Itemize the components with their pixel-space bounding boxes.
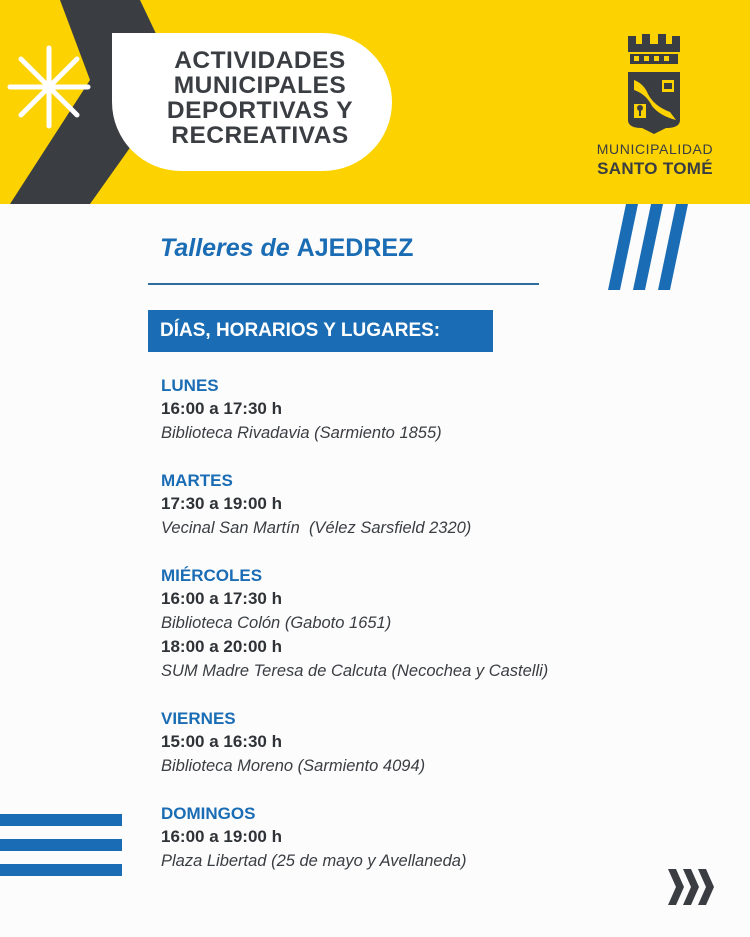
schedule-day-domingos — [161, 802, 721, 873]
location: Vecinal San Martín (Vélez Sarsfield 2320) — [161, 519, 472, 537]
schedule-list — [161, 374, 721, 897]
coat-of-arms-icon — [626, 32, 682, 136]
location: Biblioteca Rivadavia (Sarmiento 1855) — [161, 424, 442, 442]
workshop-title-emphasis: AJEDREZ — [296, 234, 414, 262]
schedule-day-miercoles — [161, 564, 721, 683]
time-slot: 18:00 a 20:00 h — [161, 637, 282, 656]
title-line-3: DEPORTIVAS Y — [166, 97, 354, 124]
municipality-logo — [590, 32, 720, 182]
workshop-title-prefix: Talleres de — [160, 234, 290, 262]
section-tag: DÍAS, HORARIOS Y LUGARES: — [148, 310, 493, 352]
location: Plaza Libertad (25 de mayo y Avellaneda) — [161, 852, 467, 870]
time-slot: 16:00 a 19:00 h — [161, 827, 282, 846]
title-line-2: MUNICIPALES — [173, 72, 347, 99]
time-slot: 16:00 a 17:30 h — [161, 399, 282, 418]
logo-line-2: SANTO TOMÉ — [597, 159, 713, 178]
page-title — [140, 48, 380, 148]
header-banner — [0, 0, 750, 204]
location: SUM Madre Teresa de Calcuta (Necochea y Castelli) — [161, 662, 549, 680]
triple-chevron-right-icon[interactable] — [668, 869, 718, 905]
horizontal-stripes-decoration — [0, 814, 122, 889]
title-line-4: RECREATIVAS — [171, 122, 349, 149]
schedule-day-martes — [161, 469, 721, 540]
title-divider — [148, 283, 539, 285]
diagonal-stripes-decoration — [608, 204, 698, 290]
day-name: MIÉRCOLES — [161, 566, 263, 585]
day-name: DOMINGOS — [161, 804, 256, 823]
time-slot: 16:00 a 17:30 h — [161, 589, 282, 608]
time-slot: 15:00 a 16:30 h — [161, 732, 282, 751]
day-name: VIERNES — [161, 709, 236, 728]
time-slot: 17:30 a 19:00 h — [161, 494, 282, 513]
workshop-title — [160, 234, 413, 263]
schedule-day-lunes — [161, 374, 721, 445]
logo-line-1: MUNICIPALIDAD — [596, 141, 714, 157]
title-line-1: ACTIVIDADES — [174, 47, 346, 74]
day-name: LUNES — [161, 376, 219, 395]
asterisk-icon — [6, 44, 92, 130]
location: Biblioteca Colón (Gaboto 1651) — [161, 614, 392, 632]
schedule-day-viernes — [161, 707, 721, 778]
location: Biblioteca Moreno (Sarmiento 4094) — [161, 757, 426, 775]
day-name: MARTES — [161, 471, 233, 490]
